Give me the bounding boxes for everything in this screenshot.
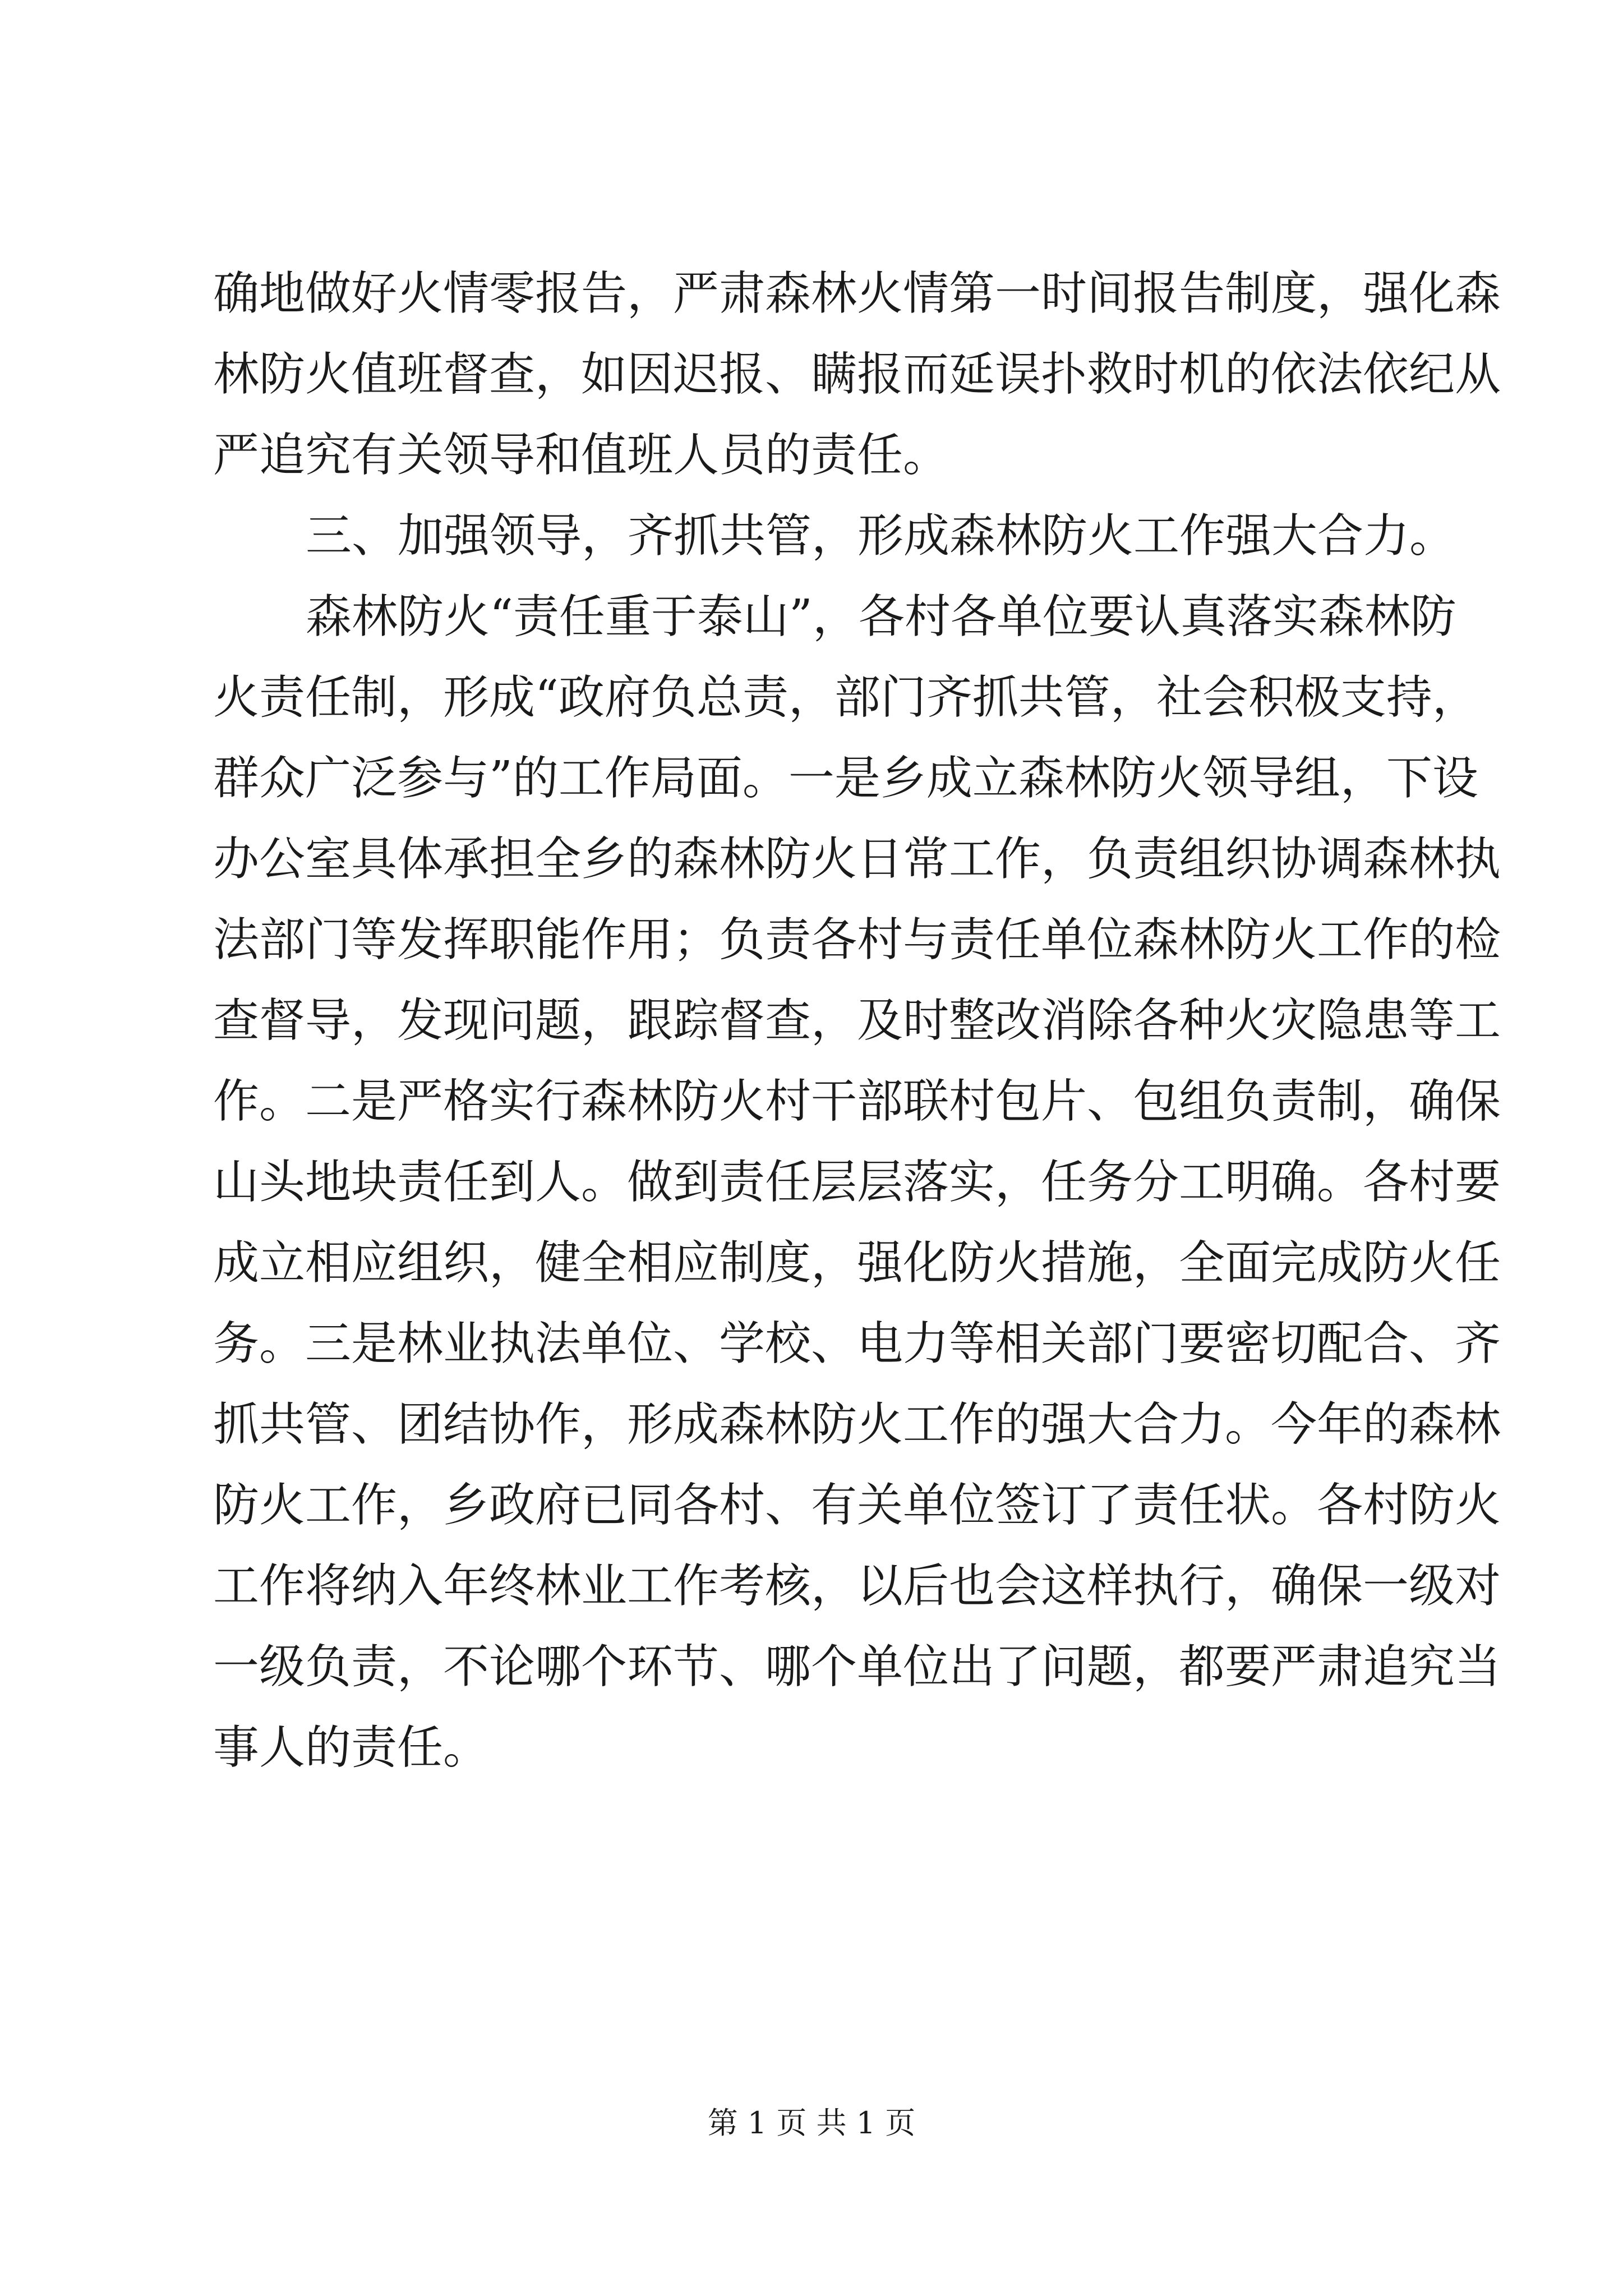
text-line: 务。三是林业执法单位、学校、电力等相关部门要密切配合、齐: [213, 1317, 1501, 1370]
text-line: 一级负责，不论哪个环节、哪个单位出了问题，都要严肃追究当: [213, 1640, 1501, 1694]
text-line: 工作将纳入年终林业工作考核，以后也会这样执行，确保一级对: [213, 1559, 1501, 1613]
text-line: 法部门等发挥职能作用；负责各村与责任单位森林防火工作的检: [213, 913, 1501, 967]
text-line: 办公室具体承担全乡的森林防火日常工作，负责组织协调森林执: [213, 832, 1501, 886]
text-line: 林防火值班督查，如因迟报、瞒报而延误扑救时机的依法依纪从: [213, 348, 1501, 401]
page-number-label: 第 1 页 共 1 页: [707, 2105, 916, 2141]
text-line: 成立相应组织，健全相应制度，强化防火措施，全面完成防火任: [213, 1236, 1501, 1290]
text-line: 作。二是严格实行森林防火村干部联村包片、包组负责制，确保: [213, 1075, 1501, 1128]
document-body: [213, 254, 1501, 1788]
text-line: 抓共管、团结协作，形成森林防火工作的强大合力。今年的森林: [213, 1398, 1501, 1451]
page-footer: [0, 2101, 1623, 2146]
text-line: 防火工作，乡政府已同各村、有关单位签订了责任状。各村防火: [213, 1479, 1501, 1532]
text-line: 山头地块责任到人。做到责任层层落实，任务分工明确。各村要: [213, 1156, 1501, 1209]
text-line: 确地做好火情零报告，严肃森林火情第一时间报告制度，强化森: [213, 267, 1501, 320]
text-line: 严追究有关领导和值班人员的责任。: [213, 429, 949, 482]
section-heading: 三、加强领导，齐抓共管，形成森林防火工作强大合力。: [306, 509, 1456, 563]
text-line: 事人的责任。: [213, 1721, 490, 1774]
text-line: 群众广泛参与”的工作局面。一是乡成立森林防火领导组，下设: [213, 752, 1478, 805]
text-line: 火责任制，形成“政府负总责，部门齐抓共管，社会积极支持，: [213, 671, 1478, 724]
text-line: 查督导，发现问题，跟踪督查，及时整改消除各种火灾隐患等工: [213, 994, 1501, 1047]
text-line: 森林防火“责任重于泰山”，各村各单位要认真落实森林防: [306, 590, 1456, 643]
